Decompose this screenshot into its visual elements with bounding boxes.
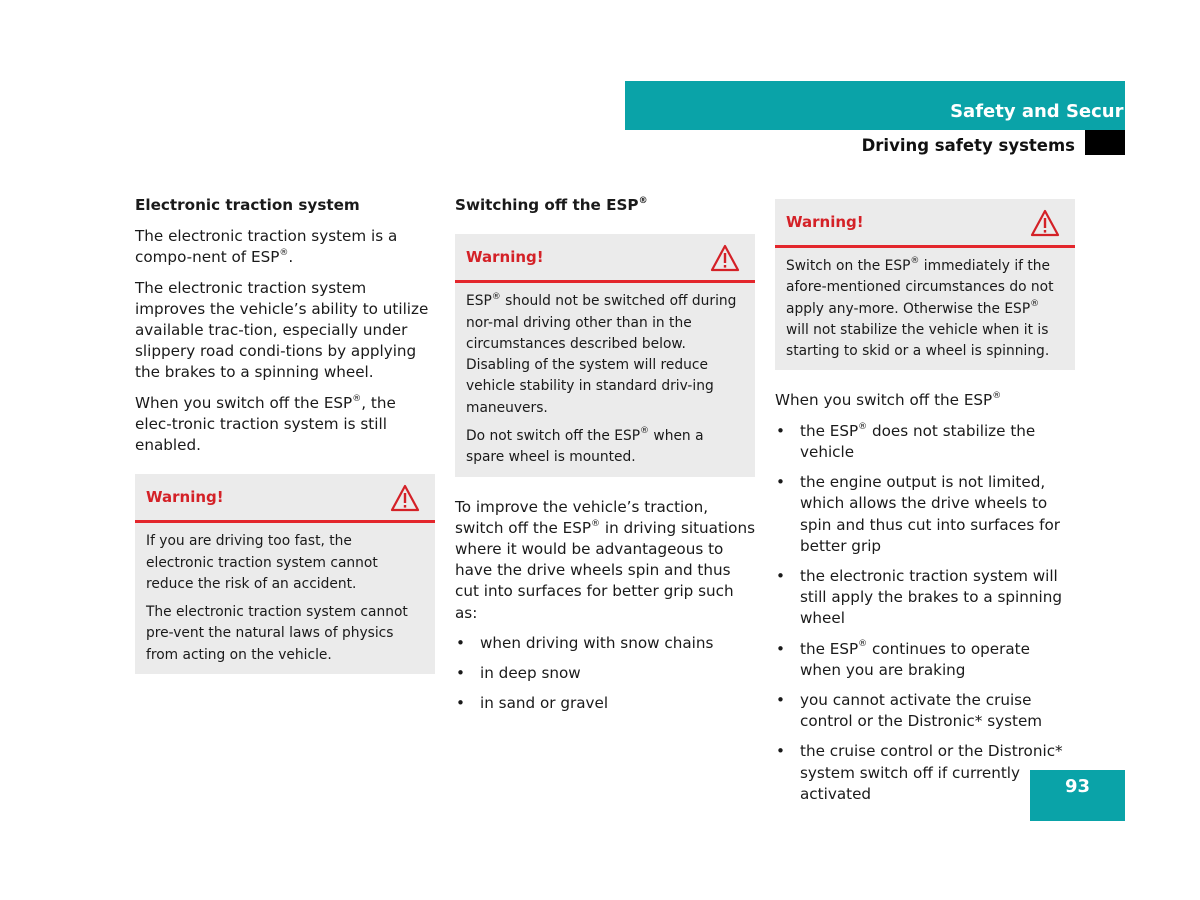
registered-mark: ® <box>352 393 362 404</box>
registered-mark: ® <box>858 639 868 650</box>
text: immediately if the afore-mentioned circumstances do not apply any-more. Otherwise the ESP <box>786 258 1054 317</box>
text: When you switch off the ESP <box>775 391 993 410</box>
warning-title: Warning! <box>146 488 224 507</box>
list-item <box>775 421 1075 463</box>
subsection-marker <box>1085 130 1125 155</box>
bullet-icon: • <box>776 639 785 658</box>
paragraph <box>135 226 435 268</box>
bullet-icon: • <box>456 633 465 652</box>
warning-header <box>775 199 1075 248</box>
bullet-icon: • <box>776 742 785 761</box>
text: . <box>288 248 294 267</box>
text: you cannot activate the cruise control or the Distronic* system <box>800 690 1043 731</box>
text: in deep snow <box>480 664 581 682</box>
text: continues to operate when you are braking <box>800 639 1030 679</box>
registered-mark: ® <box>1030 299 1040 309</box>
warning-title: Warning! <box>466 248 544 267</box>
text: in sand or gravel <box>480 694 609 713</box>
text: ESP <box>466 293 492 310</box>
text: Switching off the ESP <box>455 196 639 214</box>
warning-box <box>135 474 435 674</box>
warning-header <box>455 234 755 283</box>
bullet-icon: • <box>776 690 785 709</box>
warning-paragraph: If you are driving too fast, the electronic traction system cannot reduce the risk of an accident. <box>146 533 378 592</box>
list-item <box>455 693 755 714</box>
registered-mark: ® <box>640 426 650 437</box>
warning-triangle-icon <box>1030 209 1060 237</box>
warning-triangle-icon <box>390 484 420 512</box>
text: the electronic traction system will still apply the brakes to a spinning wheel <box>800 566 1062 628</box>
list-item <box>775 690 1075 732</box>
registered-mark: ® <box>992 391 1002 402</box>
subsection-title: Driving safety systems <box>861 136 1075 155</box>
warning-triangle-icon <box>710 244 740 272</box>
warning-title: Warning! <box>786 213 864 231</box>
warning-body <box>135 523 435 674</box>
text: Switch on the ESP <box>786 258 911 274</box>
bullet-list <box>455 633 755 715</box>
bullet-icon: • <box>776 421 785 440</box>
column-2 <box>455 195 755 723</box>
bullet-icon: • <box>776 566 785 585</box>
page-number: 93 <box>1064 776 1091 797</box>
paragraph <box>135 393 435 457</box>
registered-mark: ® <box>591 518 601 529</box>
warning-box <box>455 234 755 476</box>
registered-mark: ® <box>910 256 920 267</box>
text: the engine output is not limited, which allows the drive wheels to spin and thus cut into surfaces for better grip <box>800 473 1061 555</box>
paragraph <box>455 497 755 624</box>
bullet-icon: • <box>456 694 465 713</box>
text: will not stabilize the vehicle when it is starting to skid or a wheel is spinning. <box>786 321 1050 360</box>
list-item <box>775 566 1075 630</box>
warning-paragraph <box>466 291 743 419</box>
paragraph: The electronic traction system improves the vehicle’s ability to utilize available trac-tion, especially under slippery road condi-tions by applying the brakes to a spinning wheel. <box>135 278 429 382</box>
warning-box <box>775 199 1075 370</box>
registered-mark: ® <box>638 195 648 206</box>
warning-body <box>455 283 755 476</box>
list-item <box>455 663 755 684</box>
section-title: Safety and Security <box>950 101 1150 122</box>
text: in driving situations where it would be advantageous to have the drive wheels spin and thus cut into surfaces for better grip such as: <box>455 518 755 622</box>
page-number-box <box>1030 770 1125 821</box>
warning-paragraph: The electronic traction system cannot pre-vent the natural laws of physics from acting on the vehicle. <box>146 604 408 663</box>
list-item <box>775 639 1075 681</box>
heading-switching-off-esp <box>455 195 755 216</box>
text: the ESP <box>800 639 859 658</box>
text: should not be switched off during nor-mal driving other than in the circumstances described below. Disabling of the system will reduce vehicle stability in standard driv-ing maneuvers. <box>466 293 737 416</box>
text: when a spare wheel is mounted. <box>466 427 704 466</box>
list-item <box>775 472 1075 557</box>
warning-paragraph <box>786 256 1063 362</box>
text: Do not switch off the ESP <box>466 427 641 444</box>
text: when driving with snow chains <box>480 633 714 652</box>
text: does not stabilize the vehicle <box>800 421 1036 461</box>
registered-mark: ® <box>491 291 501 302</box>
registered-mark: ® <box>279 248 289 259</box>
bullet-icon: • <box>776 473 785 492</box>
column-1 <box>135 195 435 694</box>
text: the cruise control or the Distronic* system switch off if currently activated <box>800 742 1063 803</box>
column-3 <box>775 199 1075 814</box>
warning-header <box>135 474 435 523</box>
list-item <box>455 633 755 654</box>
text: To improve the vehicle’s traction, switch off the ESP <box>455 497 709 537</box>
bullet-list <box>775 421 1075 805</box>
warning-paragraph <box>466 426 743 469</box>
heading-electronic-traction: Electronic traction system <box>135 196 360 214</box>
warning-body <box>775 248 1075 370</box>
text: When you switch off the ESP <box>135 393 353 412</box>
text: The electronic traction system is a compo-nent of ESP <box>135 227 398 267</box>
paragraph <box>775 390 1075 411</box>
text: the ESP <box>800 421 859 440</box>
registered-mark: ® <box>858 421 868 432</box>
bullet-icon: • <box>456 664 465 682</box>
text: , the elec-tronic traction system is still enabled. <box>135 393 396 455</box>
